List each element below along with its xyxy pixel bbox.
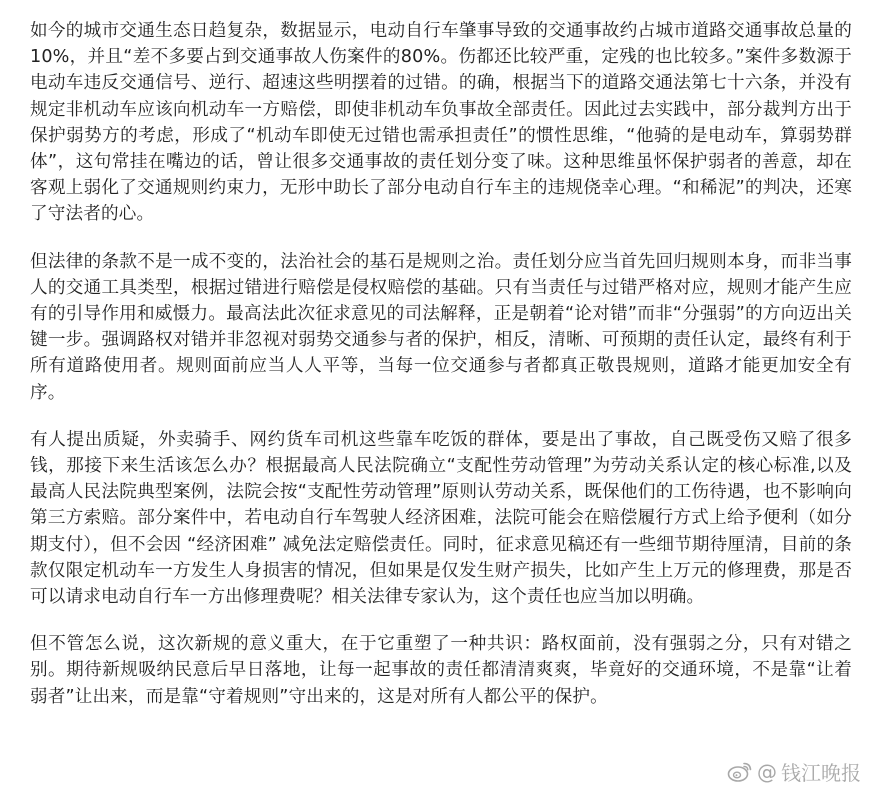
paragraph-2: 但法律的条款不是一成不变的，法治社会的基石是规则之治。责任划分应当首先回归规则本身，而非当事人的交通工具类型，根据过错进行赔偿是侵权赔偿的基础。只有当责任与过错严格对应，规则才能产生应有的引导作用和威慑力。最高法此次征求意见的司法解释，正是朝着“论对错”而非“分强弱”的方向迈出关键一步。强调路权对错并非忽视对弱势交通参与者的保护，相反，清晰、可预期的责任认定，最终有利于所有道路使用者。规则面前应当人人平等，当每一位交通参与者都真正敬畏规则，道路才能更加安全有序。 [30,251,852,403]
paragraph-3: 有人提出质疑，外卖骑手、网约货车司机这些靠车吃饭的群体，要是出了事故，自己既受伤又赔了很多钱，那接下来生活该怎么办？根据最高人民法院确立“支配性劳动管理”为劳动关系认定的核心标准,以及最高人民法院典型案例，法院会按“支配性劳动管理”原则认劳动关系，既保他们的工伤待遇，也不影响向第三方索赔。部分案件中，若电动自行车驾驶人经济困难，法院可能会在赔偿履行方式上给予便利（如分期支付），但不会因 “经济困难” 减免法定赔偿责任。同时，征求意见稿还有一些细节期待厘清，目前的条款仅限定机动车一方发生人身损害的情况，但如果是仅发生财产损失，比如产生上万元的修理费，那是否可以请求电动自行车一方出修理费呢？相关法律专家认为，这个责任也应当加以明确。 [30,429,852,608]
paragraph-4: 但不管怎么说，这次新规的意义重大，在于它重塑了一种共识：路权面前，没有强弱之分，只有对错之别。期待新规吸纳民意后早日落地，让每一起事故的责任都清清爽爽，毕竟好的交通环境，不是靠“让着弱者”让出来，而是靠“守着规则”守出来的，这是对所有人都公平的保护。 [30,634,852,707]
watermark-at: @ [757,759,777,784]
weibo-icon [727,761,753,783]
article-body [30,18,852,731]
watermark-text: 钱江晚报 [781,761,861,785]
source-watermark [727,757,861,786]
paragraph-1: 如今的城市交通生态日趋复杂，数据显示，电动自行车肇事导致的交通事故约占城市道路交通事故总量的10%，并且“差不多要占到交通事故人伤案件的80%。伤都还比较严重，定残的也比较多。”案件多数源于电动车违反交通信号、逆行、超速这些明摆着的过错。的确，根据当下的道路交通法第七十六条，并没有规定非机动车应该向机动车一方赔偿，即使非机动车负事故全部责任。因此过去实践中，部分裁判方出于保护弱势方的考虑，形成了“机动车即使无过错也需承担责任”的惯性思维，“他骑的是电动车，算弱势群体”，这句常挂在嘴边的话，曾让很多交通事故的责任划分变了味。这种思维虽怀保护弱者的善意，却在客观上弱化了交通规则约束力，无形中助长了部分电动自行车主的违规侥幸心理。“和稀泥”的判决，还寒了守法者的心。 [30,21,852,225]
